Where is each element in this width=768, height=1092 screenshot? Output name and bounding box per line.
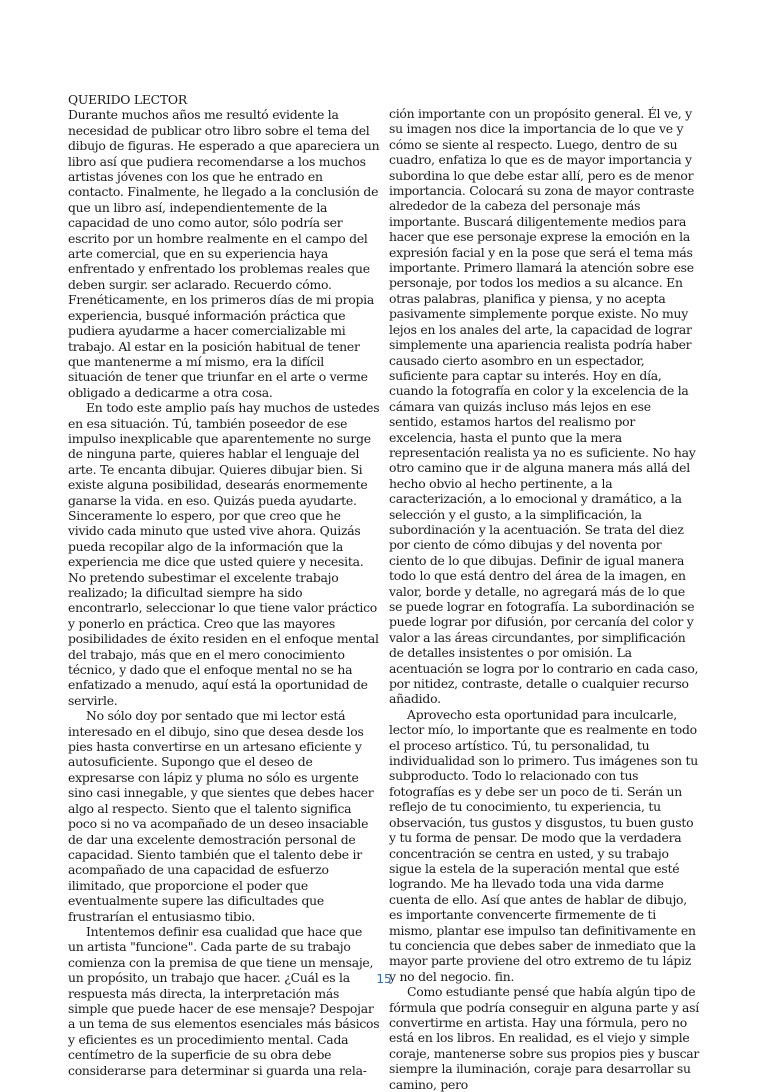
- right-column: [389, 106, 701, 1092]
- paragraph: ción importante con un propósito general. Él ve, y su imagen nos dice la importancia de lo que ve y cómo se siente al respecto. Luego, dentro de su cuadro, enfatiza lo que es de mayor importancia y subordina lo que debe estar allí, pero es de menor importancia. Colocará su zona de mayor contraste alrededor de la cabeza del personaje más importante. Buscará diligentemente medios para hacer que ese personaje exprese la emoción en la expresión facial y en la pose que será el tema más importante. Primero llamará la atención sobre ese personaje, por todos los medios a su alcance. En otras palabras, planifica y piensa, y no acepta pasivamente simplemente porque existe. No muy lejos en los anales del arte, la capacidad de lograr simplemente una apariencia realista podría haber causado cierto asombro en un espectador, suficiente para captar su interés. Hoy en día, cuando la fotografía en color y la excelencia de la cámara van quizás incluso más lejos en ese sentido, estamos hartos del realismo por excelencia, hasta el punto que la mera representación realista ya no es suficiente. No hay otro camino que ir de alguna manera más allá del hecho obvio al hecho pertinente, a la caracterización, a lo emocional y dramático, a la selección y el gusto, a la simplificación, la subordinación y la acentuación. Se trata del diez por ciento de cómo dibujas y del noventa por ciento de lo que dibujas. Definir de igual manera todo lo que está dentro del área de la imagen, en valor, borde y detalle, no agregará más de lo que se puede lograr en fotografía. La subordinación se puede lograr por difusión, por cercanía del color y valor a las áreas circundantes, por simplificación de detalles insistentes o por omisión. La acentuación se logra por lo contrario en cada caso, por nitidez, contraste, detalle o cualquier recurso añadido.: [389, 106, 699, 707]
- page-number: 15: [376, 972, 392, 986]
- section-heading: QUERIDO LECTOR: [68, 92, 187, 107]
- paragraph: No sólo doy por sentado que mi lector está interesado en el dibujo, sino que desea desde los pies hasta convertirse en un artesano eficiente y autosuficiente. Supongo que el deseo de expresarse con lápiz y pluma no sólo es urgente sino casi innegable, y que sientes que debes hacer algo al respecto. Siento que el talento significa poco si no va acompañado de un deseo insaciable de dar una excelente demostración personal de capacidad. Siento también que el talento debe ir acompañado de una capacidad de esfuerzo ilimitado, que proporcione el poder que eventualmente supere las dificultades que frustrarían el entusiasmo tibio.: [68, 708, 374, 924]
- paragraph: En todo este amplio país hay muchos de ustedes en esa situación. Tú, también poseedor de ese impulso inexplicable que aparentemente no surge de ninguna parte, quieres hablar el lenguaje del arte. Te encanta dibujar. Quieres dibujar bien. Si existe alguna posibilidad, desearás enormemente ganarse la vida. en eso. Quizás pueda ayudarte. Sinceramente lo espero, por que creo que he vivido cada minuto que usted vive ahora. Quizás pueda recopilar algo de la información que la experiencia me dice que usted quiere y necesita. No pretendo subestimar el excelente trabajo realizado; la dificultad siempre ha sido encontrarlo, seleccionar lo que tiene valor práctico y ponerlo en práctica. Creo que las mayores posibilidades de éxito residen en el enfoque mental del trabajo, más que en el mero conocimiento técnico, y dado que el enfoque mental no se ha enfatizado a menudo, aquí está la oportunidad de servirle.: [68, 400, 380, 708]
- paragraph: Como estudiante pensé que había algún tipo de fórmula que podría conseguir en alguna parte y así convertirme en artista. Hay una fórmula, pero no está en los libros. En realidad, es el viejo y simple coraje, mantenerse sobre sus propios pies y buscar siempre la iluminación, coraje para desarrollar su camino, pero: [389, 984, 700, 1092]
- left-column: [68, 92, 380, 1078]
- paragraph: Durante muchos años me resultó evidente la necesidad de publicar otro libro sobre el tema del dibujo de figuras. He esperado a que apareciera un libro así que pudiera recomendarse a los muchos artistas jóvenes con los que he entrado en contacto. Finalmente, he llegado a la conclusión de que un libro así, independientemente de la capacidad de uno como autor, sólo podría ser escrito por un hombre realmente en el campo del arte comercial, que en su experiencia haya enfrentado y enfrentado los problemas reales que deben surgir. ser aclarado. Recuerdo cómo. Frenéticamente, en los primeros días de mi propia experiencia, busqué información práctica que pudiera ayudarme a hacer comercializable mi trabajo. Al estar en la posición habitual de tener que mantenerme a mí mismo, era la difícil situación de tener que triunfar en el arte o verme obligado a dedicarme a otra cosa.: [68, 107, 380, 400]
- paragraph: Aprovecho esta oportunidad para inculcarle, lector mío, lo importante que es realmente en todo el proceso artístico. Tú, tu personalidad, tu individualidad son lo primero. Tus imágenes son tu subproducto. Todo lo relacionado con tus fotografías es y debe ser un poco de ti. Serán un reflejo de tu conocimiento, tu experiencia, tu observación, tus gustos y disgustos, tu buen gusto y tu forma de pensar. De modo que la verdadera concentración se centra en usted, y su trabajo sigue la estela de la superación mental que esté logrando. Me ha llevado toda una vida darme cuenta de ello. Así que antes de hablar de dibujo, es importante convencerte firmemente de ti mismo, plantar ese impulso tan definitivamente en tu conciencia que debes saber de inmediato que la mayor parte proviene del otro extremo de tu lápiz y no del negocio. fin.: [389, 706, 698, 984]
- paragraph: Intentemos definir esa cualidad que hace que un artista "funcione". Cada parte de su trabajo comienza con la premisa de que tiene un mensaje, un propósito, un trabajo que hacer. ¿Cuál es la respuesta más directa, la interpretación más simple que puede hacer de ese mensaje? Despojar a un tema de sus elementos esenciales más básicos y eficientes es un procedimiento mental. Cada centímetro de la superficie de su obra debe considerarse para determinar si guarda una rela-: [68, 923, 380, 1078]
